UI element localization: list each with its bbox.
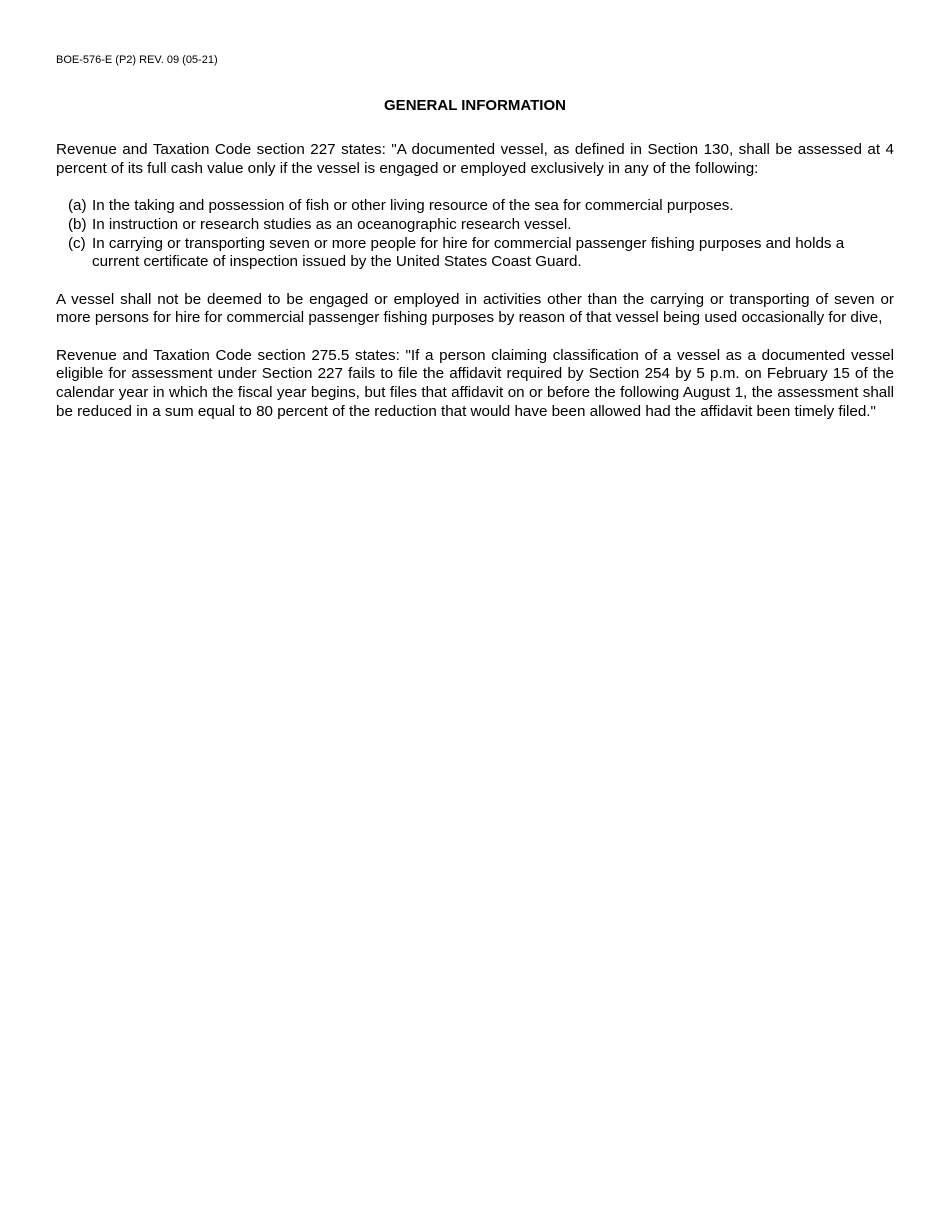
list-item-b — [56, 216, 894, 235]
list-item-text: In the taking and possession of fish or other living resource of the sea for commercial purposes. — [92, 197, 734, 215]
page-title: GENERAL INFORMATION — [384, 97, 566, 114]
list-marker: (b) — [68, 215, 87, 233]
occasional-use-paragraph: A vessel shall not be deemed to be engaged or employed in activities other than the carrying or transporting of seven or more persons for hire for commercial passenger fishing purposes by reason of that vessel being used occasionally for dive, — [56, 290, 894, 327]
list-item-text: In carrying or transporting seven or more people for hire for commercial passenger fishing purposes and holds a current certificate of inspection issued by the United States Coast Guard. — [92, 234, 845, 271]
list-item-c — [56, 235, 894, 272]
form-identifier: BOE-576-E (P2) REV. 09 (05-21) — [56, 54, 218, 66]
qualifying-activities-list — [56, 197, 894, 272]
list-item-a — [56, 197, 894, 216]
list-item-text: In instruction or research studies as an oceanographic research vessel. — [92, 215, 572, 233]
document-body — [56, 141, 894, 440]
section-227-paragraph: Revenue and Taxation Code section 227 states: "A documented vessel, as defined in Section 130, shall be assessed at 4 percent of its full cash value only if the vessel is engaged or employed exclusively in any of the following: — [56, 141, 894, 177]
list-marker: (a) — [68, 197, 87, 215]
section-275-5-paragraph: Revenue and Taxation Code section 275.5 states: "If a person claiming classification of a vessel as a documented vessel eligible for assessment under Section 227 fails to file the affidavit required by Section 254 by 5 p.m. on February 15 of the calendar year in which the fiscal year begins, but files that affidavit on or before the following August 1, the assessment shall be reduced in a sum equal to 80 percent of the reduction that would have been allowed had the affidavit been timely filed." — [56, 346, 894, 420]
list-marker: (c) — [68, 234, 86, 252]
